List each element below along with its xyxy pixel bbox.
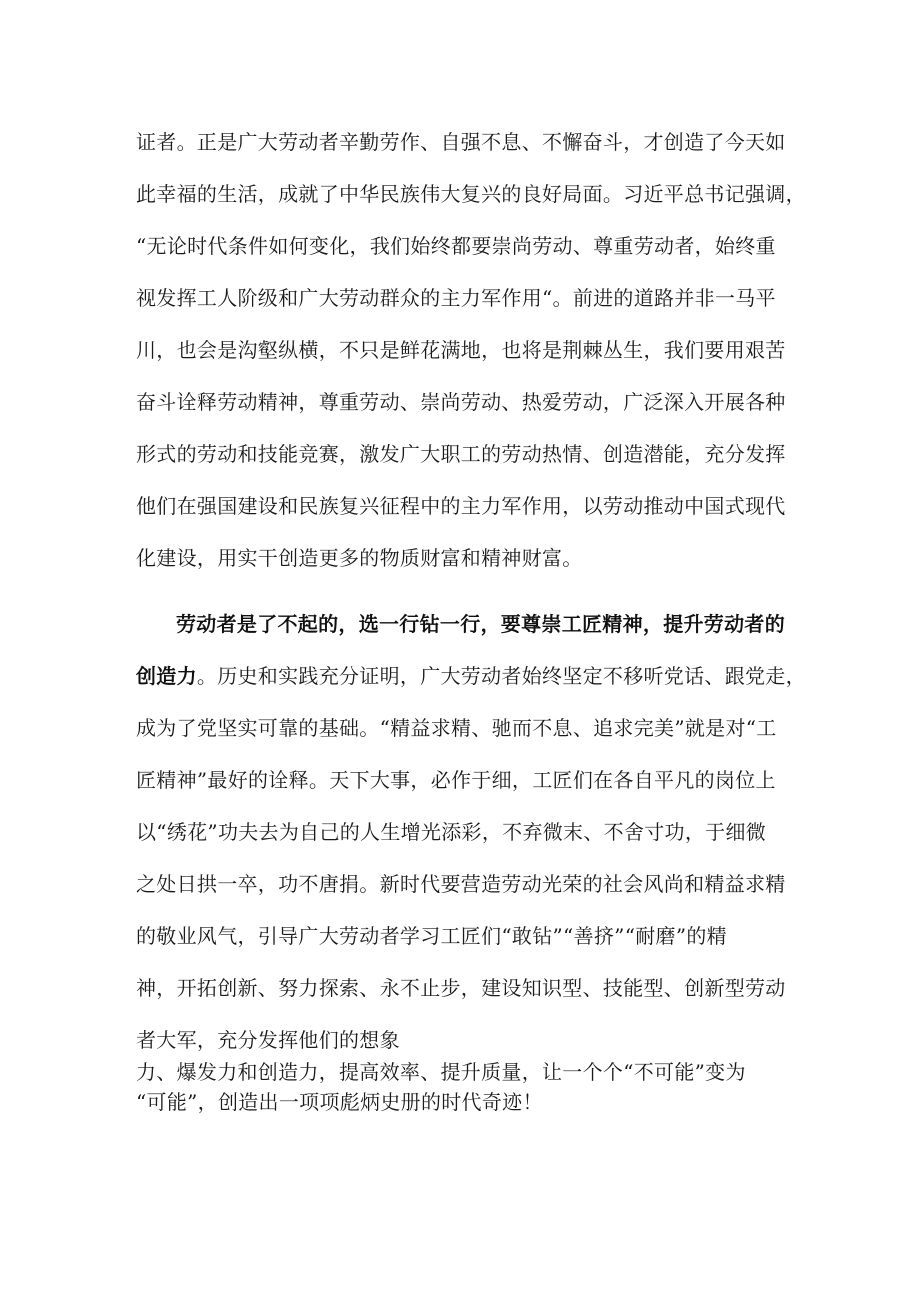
paragraph-2-heading-end: 创造力 [136, 664, 197, 688]
paragraph-2-line [136, 664, 806, 688]
paragraph-2-line: 之处日拱一卒，功不唐捐。新时代要营造劳动光荣的社会风尚和精益求精 [136, 872, 786, 896]
paragraph-1-line: 他们在强国建设和民族复兴征程中的主力军作用，以劳动推动中国式现代 [136, 494, 786, 518]
paragraph-2-line: 力、爆发力和创造力，提高效率、提升质量，让一个个“不可能”变为 [136, 1060, 746, 1084]
paragraph-1-line: 化建设，用实干创造更多的物质财富和精神财富。 [136, 546, 583, 570]
paragraph-2-line: 匠精神”最好的诠释。天下大事，必作于细，工匠们在各自平凡的岗位上 [136, 768, 776, 792]
paragraph-1-line: 此幸福的生活，成就了中华民族伟大复兴的良好局面。习近平总书记强调， [136, 182, 806, 206]
paragraph-2-line: 以“绣花”功夫去为自己的人生增光添彩，不弃微末、不舍寸功，于细微 [136, 820, 767, 844]
paragraph-1-line: 形式的劳动和技能竞赛，激发广大职工的劳动热情、创造潜能，充分发挥 [136, 442, 786, 466]
paragraph-2-heading: 劳动者是了不起的，选一行钻一行，要尊崇工匠精神，提升劳动者的 [176, 612, 785, 636]
paragraph-2-line-rest: 。历史和实践充分证明，广大劳动者始终坚定不移听党话、跟党走， [196, 664, 806, 688]
paragraph-2-line: 神，开拓创新、努力探索、永不止步，建设知识型、技能型、创新型劳动 [136, 976, 786, 1000]
paragraph-1-line: 证者。正是广大劳动者辛勤劳作、自强不息、不懈奋斗，才创造了今天如 [136, 130, 786, 154]
paragraph-2-line: 的敬业风气，引导广大劳动者学习工匠们“敢钻”“善挤”“耐磨”的精 [136, 924, 727, 948]
paragraph-1-line: 川，也会是沟壑纵横，不只是鲜花满地，也将是荆棘丛生，我们要用艰苦 [136, 338, 786, 362]
paragraph-1-line: “无论时代条件如何变化，我们始终都要崇尚劳动、尊重劳动者，始终重 [136, 234, 776, 258]
paragraph-1-line: 奋斗诠释劳动精神，尊重劳动、崇尚劳动、热爱劳动，广泛深入开展各种 [136, 390, 786, 414]
paragraph-2-line: 成为了党坚实可靠的基础。“精益求精、驰而不息、追求完美”就是对“工 [136, 716, 777, 740]
paragraph-2-line: 者大军，充分发挥他们的想象 [136, 1028, 400, 1052]
paragraph-2-line: “可能”，创造出一项项彪炳史册的时代奇迹！ [136, 1090, 543, 1114]
paragraph-1-line: 视发挥工人阶级和广大劳动群众的主力军作用“。前进的道路并非一马平 [136, 286, 776, 310]
